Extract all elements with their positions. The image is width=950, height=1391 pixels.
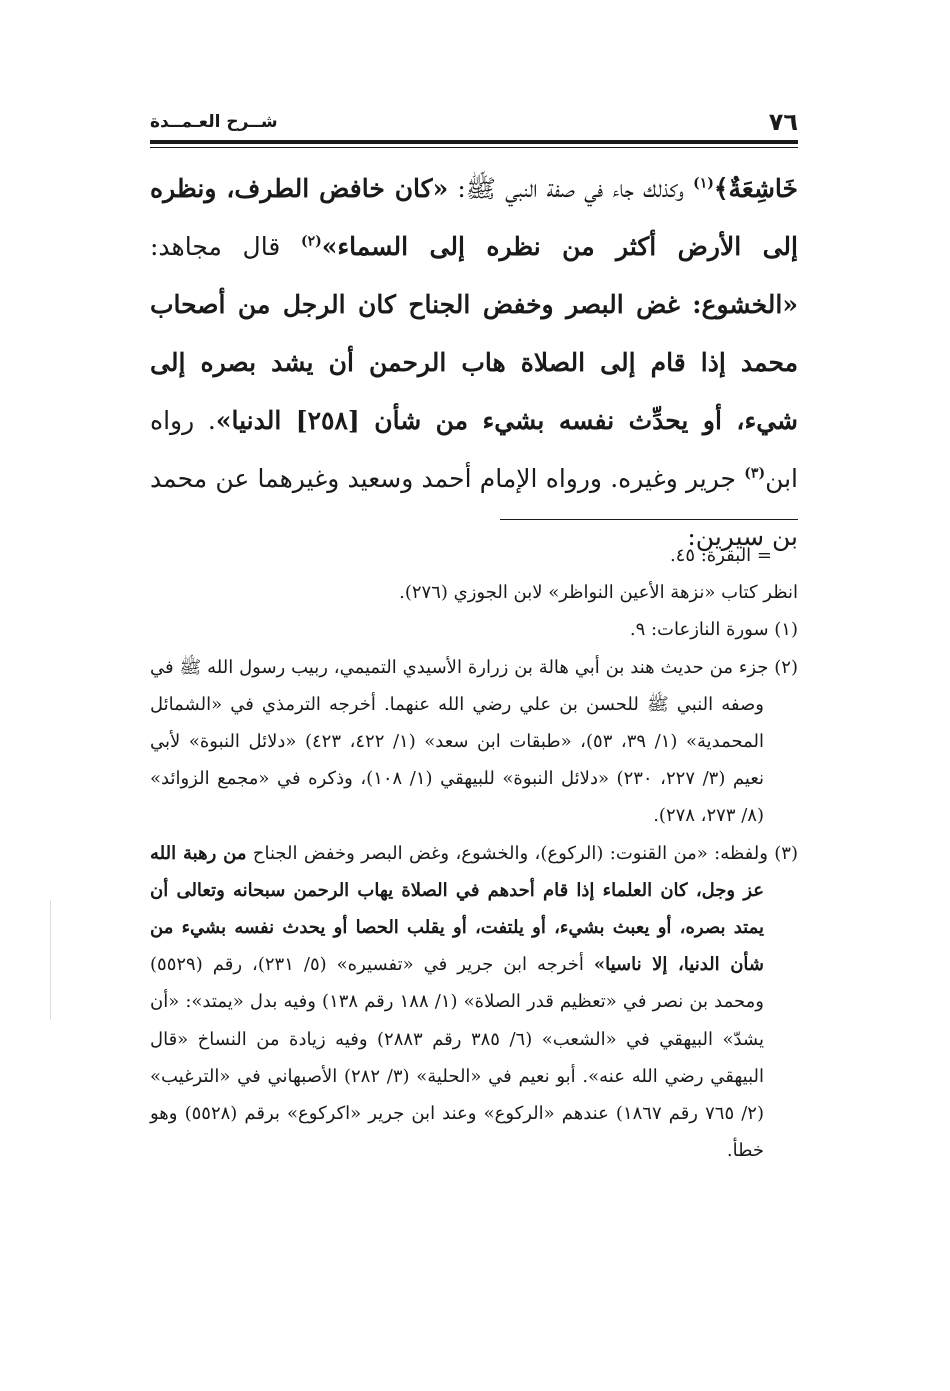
main-text-block [150,160,798,566]
footnote-3-quote: من رهبة الله عز وجل، كان العلماء إذا قام أحدهم في الصلاة يهاب الرحمن سبحانه وتعالى أن يمتد بصره، أو يعبث بشيء، أو يلتفت، أو يقلب الحصا أو يحدث نفسه بشيء من شأن الدنيا، إلا ناسيا» [150,842,764,976]
footnote-3-intro: (٣) ولفظه: «من القنوت: (الركوع)، والخشوع، وغض البصر وخفض الجناح [246,842,798,864]
footnote-separator [500,519,798,520]
text-segment: . رواه ابن [150,406,798,493]
footnote-1: (١) سورة النازعات: ٩. [629,619,798,641]
running-title: شــرح العـمــدة [150,112,278,132]
mujahid-quote: «الخشوع: غض البصر وخفض الجناح كان الرجل من أصحاب محمد إذا قام إلى الصلاة هاب الرحمن أن يشد بصره إلى شيء، أو يحدِّث نفسه بشيء من شأن [٢٥٨] الدنيا» [150,290,798,435]
page-number: ٧٦ [768,108,798,136]
page-header [150,108,798,138]
main-paragraph [150,160,798,566]
text-segment: وكذلك جاء في صفة النبي ﷺ: [448,174,694,203]
text-segment: جرير وغيره. ورواه الإمام أحمد وسعيد وغيرهما عن محمد بن سيرين: [150,464,798,551]
footnote-3-sources: أخرجه ابن جرير في «تفسيره» (٥/ ٢٣١)، رقم (٥٥٢٩) ومحمد بن نصر في «تعظيم قدر الصلاة» (١/ ١٨٨ رقم ١٣٨) وفيه بدل «يمتد»: «أن يشدّ» البيهقي في «الشعب» (٦/ ٣٨٥ رقم ٢٨٨٣) وفيه زيادة من النساخ «قال البيهقي رضي الله عنه». أبو نعيم في «الحلية» (٣/ ٢٨٢) الأصبهاني في «الترغيب» (٢/ ٧٦٥ رقم ١٨٦٧) عندهم «الركوع» وعند ابن جرير «اكركوع» برقم (٥٥٢٨) وهو خطأ. [150,954,765,1162]
footnote-ref-1: (١) [693,175,714,192]
footnote-ref-3: (٣) [744,465,766,482]
footnote-2: (٢) جزء من حديث هند بن أبي هالة بن زرارة الأسيدي التميمي، ربيب رسول الله ﷺ في وصفه النبي ﷺ للحسن بن علي رضي الله عنهما. أخرجه الترمذي في «الشمائل المحمدية» (١/ ٣٩، ٥٣)، «طبقات ابن سعد» (١/ ٤٢٢، ٤٢٣) «دلائل النبوة» لأبي نعيم (٣/ ٢٢٧، ٢٣٠) «دلائل النبوة» للبيهقي (١/ ١٠٨)، وذكره في «مجمع الزوائد» (٨/ ٢٧٣، ٢٧٨). [150,656,798,827]
footnote-continuation: = البقرة: ٤٥. [669,545,772,566]
footnote-note: انظر كتاب «نزهة الأعين النواظر» لابن الجوزي (٢٧٦). [399,582,798,604]
text-segment: قال مجاهد: [150,232,301,261]
footnotes-block [150,537,798,1169]
footnote-ref-2: (٢) [300,233,322,250]
hadith-quote: «كان خافض الطرف، ونظره إلى الأرض أكثر من نظره إلى السماء» [150,174,798,261]
footnote-3 [150,835,798,1170]
scan-edge-mark [50,900,51,1020]
quran-ending: خَاشِعَةٌ﴾ [713,174,798,203]
header-rule-thin [150,147,798,148]
header-rule-thick [150,140,798,144]
